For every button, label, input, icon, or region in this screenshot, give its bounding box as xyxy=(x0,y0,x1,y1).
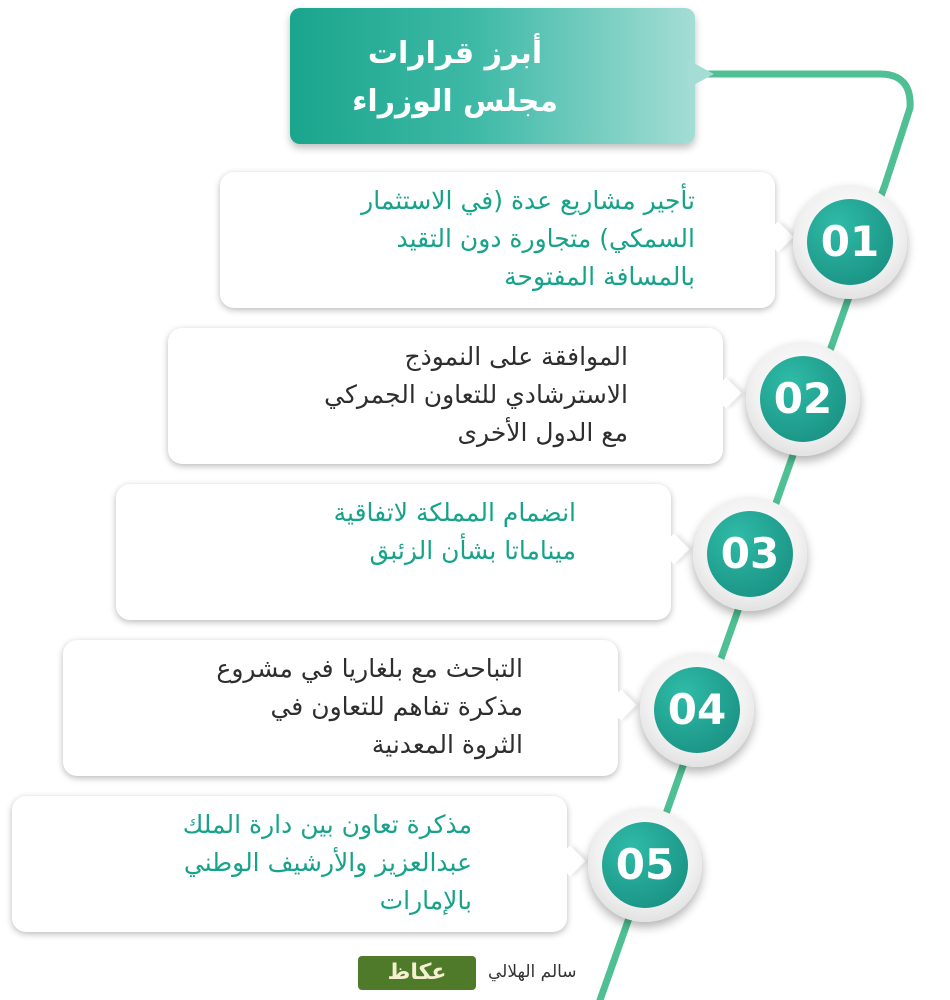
decision-card-3 xyxy=(116,484,671,620)
decision-text-5 xyxy=(183,806,472,920)
number-badge-1 xyxy=(793,185,907,299)
decision-card-5 xyxy=(12,796,567,932)
decision-5-line-3: بالإمارات xyxy=(379,886,472,915)
logo-text: عكاظ xyxy=(387,960,447,985)
decision-2-line-1: الموافقة على النموذج xyxy=(404,342,628,371)
decision-3-line-2: ميناماتا بشأن الزئبق xyxy=(369,536,576,565)
header-title-line2: مجلس الوزراء xyxy=(352,84,558,119)
decision-4-line-3: الثروة المعدنية xyxy=(371,730,523,759)
decision-text-1 xyxy=(361,182,695,296)
decision-card-4 xyxy=(63,640,618,776)
number-badge-5 xyxy=(588,808,702,922)
decision-text-2 xyxy=(324,338,628,452)
okaz-logo xyxy=(358,956,476,990)
decision-2-line-3: مع الدول الأخرى xyxy=(457,418,628,447)
decision-text-4 xyxy=(216,650,523,764)
author-credit: سالم الهلالي xyxy=(488,962,577,982)
badge-number-3: 03 xyxy=(707,511,793,597)
badge-number-5: 05 xyxy=(602,822,688,908)
number-badge-3 xyxy=(693,497,807,611)
header-banner xyxy=(290,8,695,144)
badge-number-1: 01 xyxy=(807,199,893,285)
decision-5-line-2: عبدالعزيز والأرشيف الوطني xyxy=(183,848,472,877)
decision-3-line-1: انضمام المملكة لاتفاقية xyxy=(333,498,576,527)
number-badge-2 xyxy=(746,342,860,456)
header-title xyxy=(290,30,620,126)
badge-number-4: 04 xyxy=(654,667,740,753)
decision-card-1 xyxy=(220,172,775,308)
decision-4-line-2: مذكرة تفاهم للتعاون في xyxy=(270,692,523,721)
badge-number-2: 02 xyxy=(760,356,846,442)
decision-card-2 xyxy=(168,328,723,464)
decision-5-line-1: مذكرة تعاون بين دارة الملك xyxy=(182,810,472,839)
decision-1-line-1: تأجير مشاريع عدة (في الاستثمار xyxy=(361,186,695,215)
number-badge-4 xyxy=(640,653,754,767)
decision-1-line-3: بالمسافة المفتوحة xyxy=(504,262,695,291)
header-pointer xyxy=(688,60,714,88)
header-title-line1: أبرز قرارات xyxy=(367,36,543,71)
decision-text-3 xyxy=(334,494,576,570)
decision-1-line-2: السمكي) متجاورة دون التقيد xyxy=(396,224,695,253)
decision-4-line-1: التباحث مع بلغاريا في مشروع xyxy=(216,654,523,683)
decision-2-line-2: الاسترشادي للتعاون الجمركي xyxy=(324,380,628,409)
